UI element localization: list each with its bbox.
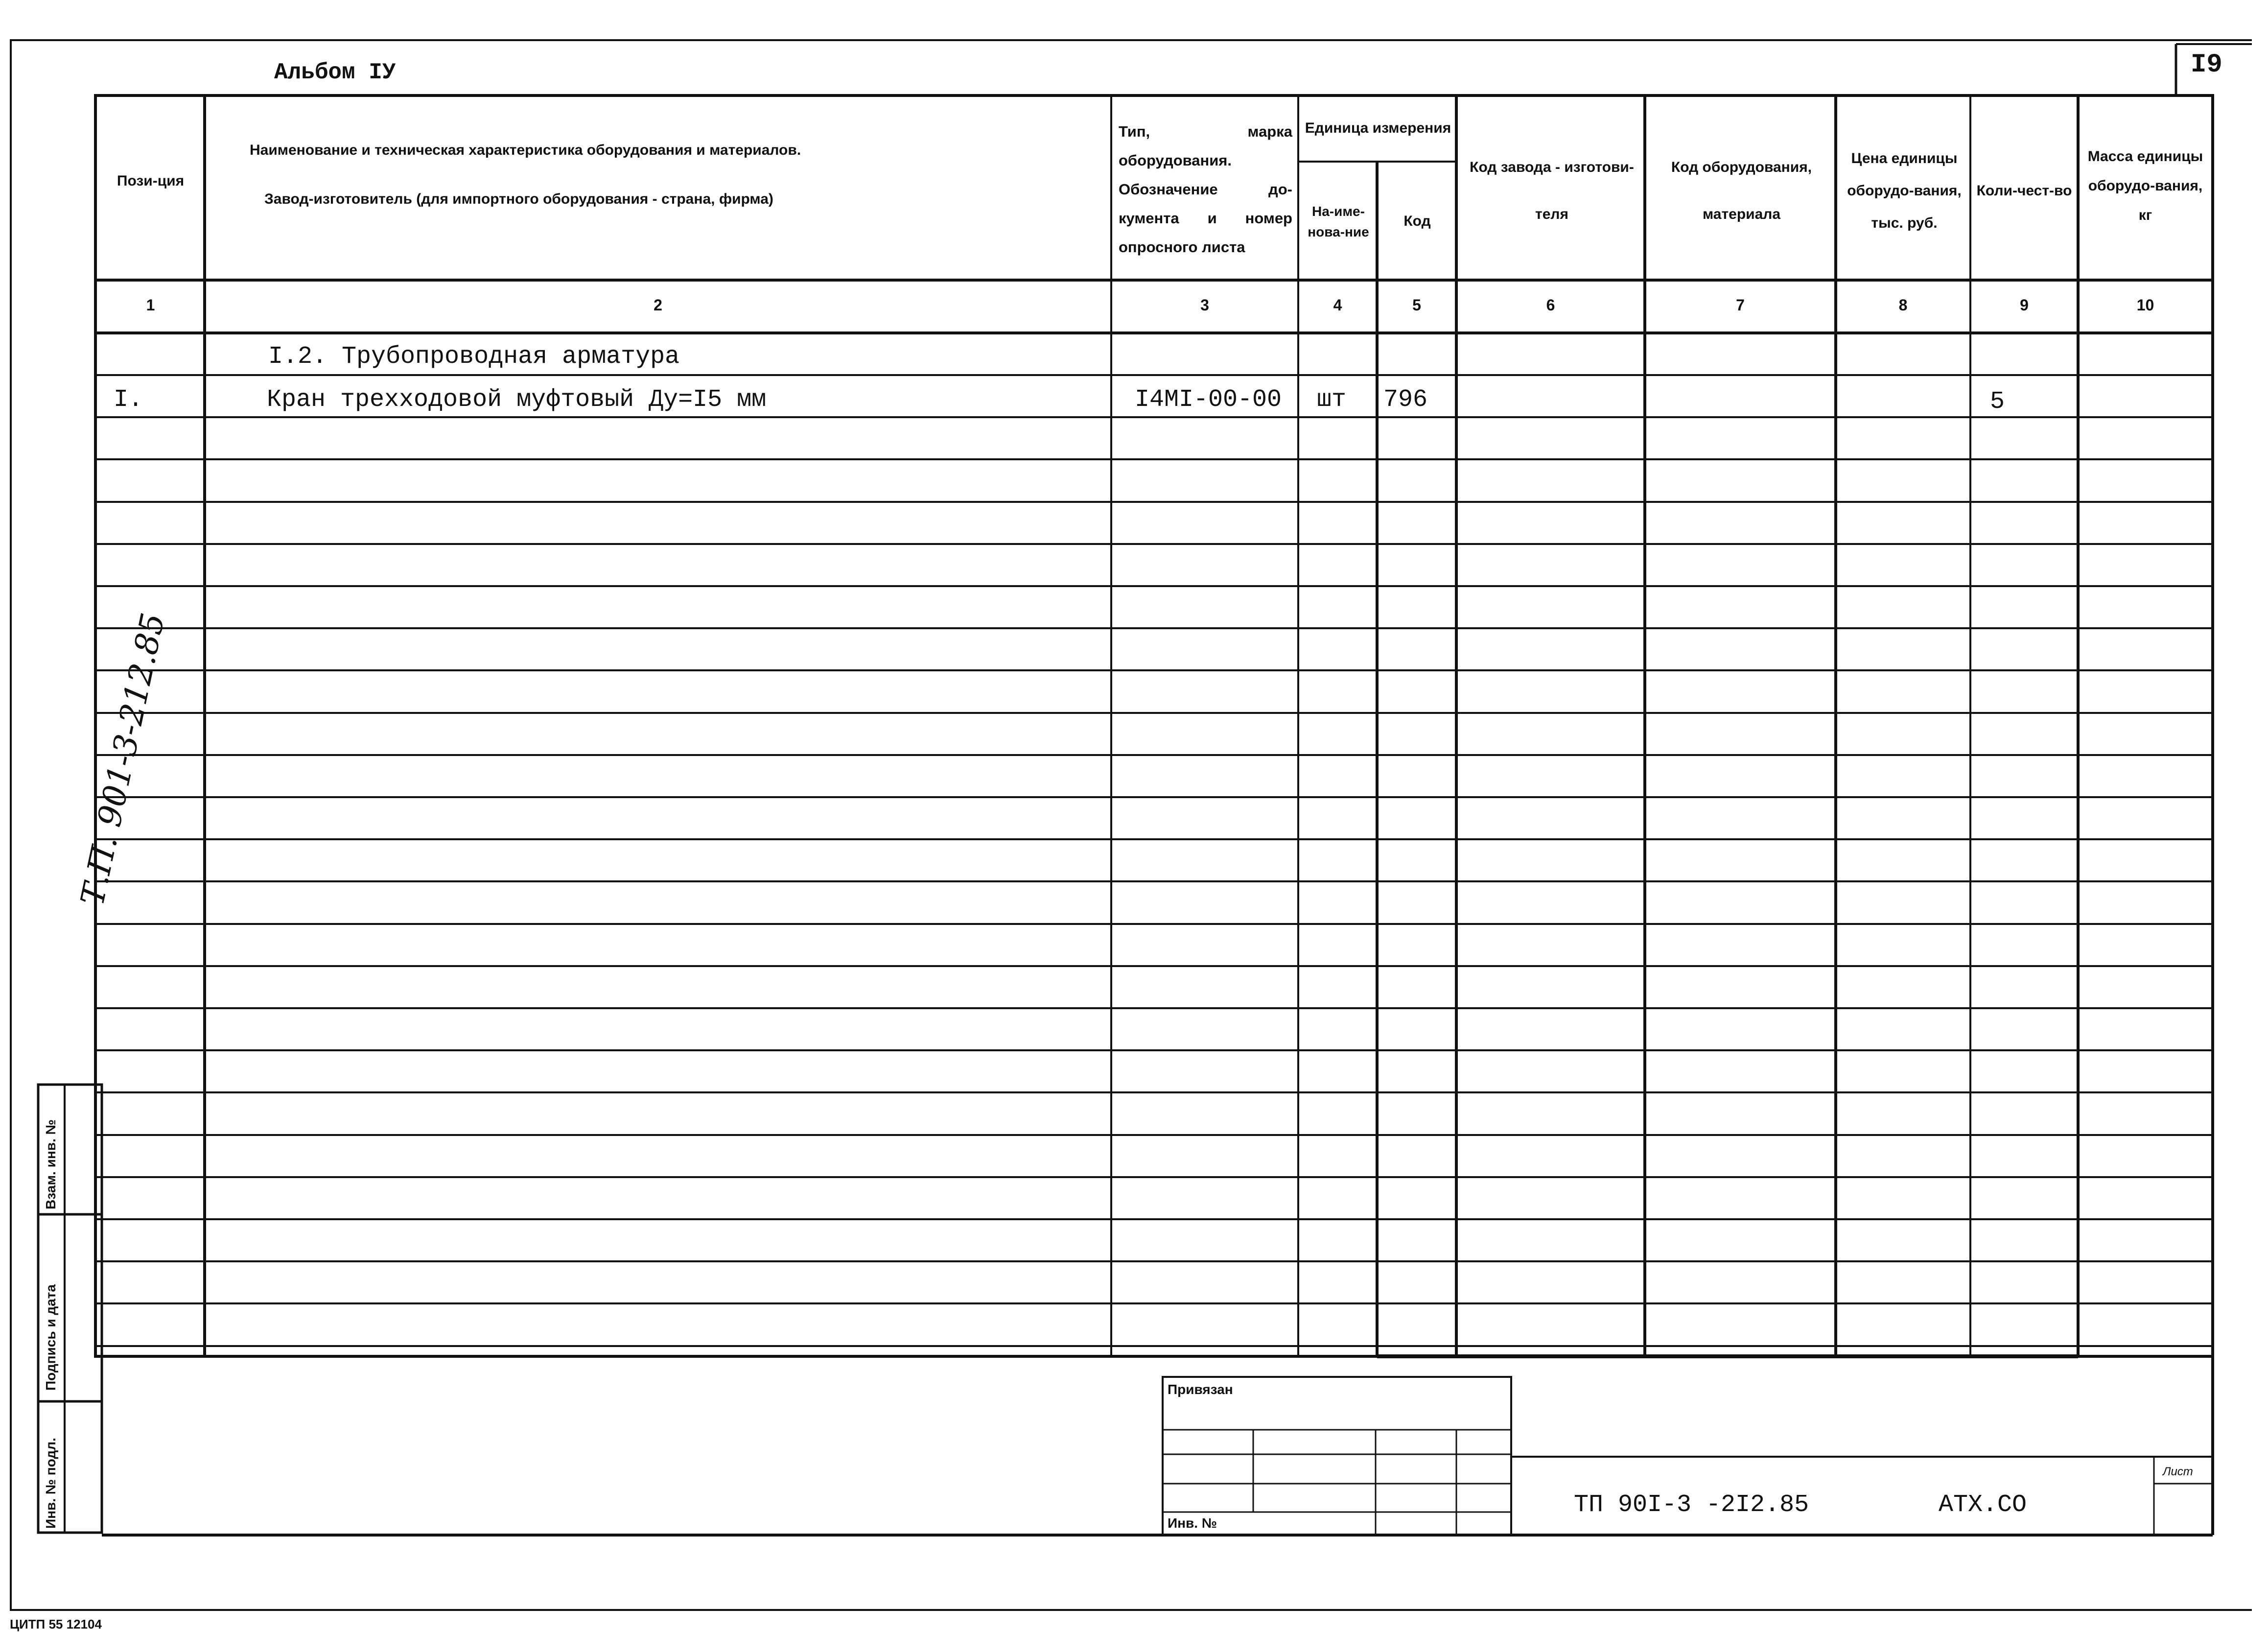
doc-suffix: АТХ.СО (1939, 1491, 2027, 1519)
col-number-8: 8 (1898, 296, 1908, 314)
album-title: Альбом IУ (274, 60, 396, 85)
footer-code: ЦИТП 55 12104 (10, 1617, 102, 1632)
col-number-2: 2 (654, 296, 662, 314)
inv-number-label: Инв. № (1168, 1515, 1217, 1531)
row-type-mark: I4МI-00-00 (1135, 386, 1282, 414)
list-label: Лист (2163, 1465, 2193, 1478)
header-equipment-code: Код оборудования, материала (1671, 159, 1812, 222)
header-unit-code: Код (1403, 213, 1431, 230)
col-number-7: 7 (1736, 296, 1745, 314)
handwritten-doc-number: Т.П. 901-3-212.85 (73, 610, 172, 909)
row-unit-code: 796 (1383, 386, 1428, 414)
stamp-podpis-data: Подпись и дата (43, 1284, 58, 1391)
row-quantity: 5 (1990, 388, 2005, 416)
header-quantity: Коли-чест-во (1976, 183, 2072, 199)
col-number-5: 5 (1412, 296, 1421, 314)
col-number-4: 4 (1333, 296, 1342, 314)
header-unit-group: Единица измерения (1305, 120, 1451, 137)
row-position: I. (114, 386, 143, 414)
stamp-vzam-inv: Взам. инв. № (43, 1119, 58, 1209)
header-mass: Масса единицы оборудо-вания, кг (2087, 148, 2203, 223)
table-border (95, 95, 2213, 1356)
privyazan-label: Привязан (1168, 1382, 1233, 1397)
header-name-line1: Наименование и техническая характеристика оборудования и материалов. (250, 142, 801, 158)
row-unit-name: шт (1317, 386, 1347, 414)
sheet-number: I9 (2191, 50, 2222, 80)
col-number-3: 3 (1200, 296, 1209, 314)
stamp-inv-podl: Инв. № подл. (43, 1438, 58, 1529)
section-title: I.2. Трубопроводная арматура (268, 343, 680, 371)
header-position: Пози-ция (117, 172, 185, 189)
row-name: Кран трехходовой муфтовый Ду=I5 мм (267, 386, 767, 414)
col-number-10: 10 (2136, 296, 2154, 314)
col-number-1: 1 (146, 296, 155, 314)
header-price: Цена единицы оборудо-вания, тыс. руб. (1847, 150, 1962, 231)
header-factory-code: Код завода - изготови-теля (1470, 159, 1634, 222)
col-number-9: 9 (2020, 296, 2029, 314)
header-name-line2: Завод-изготовитель (для импортного оборудования - страна, фирма) (264, 191, 773, 207)
header-unit-name: На-име-нова-ние (1308, 203, 1369, 239)
col-number-6: 6 (1546, 296, 1555, 314)
doc-code: ТП 90I-3 -2I2.85 (1574, 1491, 1809, 1519)
header-type-mark: Тип, марка оборудования. Обозначение до-кумента и номер опросного листа (1119, 123, 1292, 256)
